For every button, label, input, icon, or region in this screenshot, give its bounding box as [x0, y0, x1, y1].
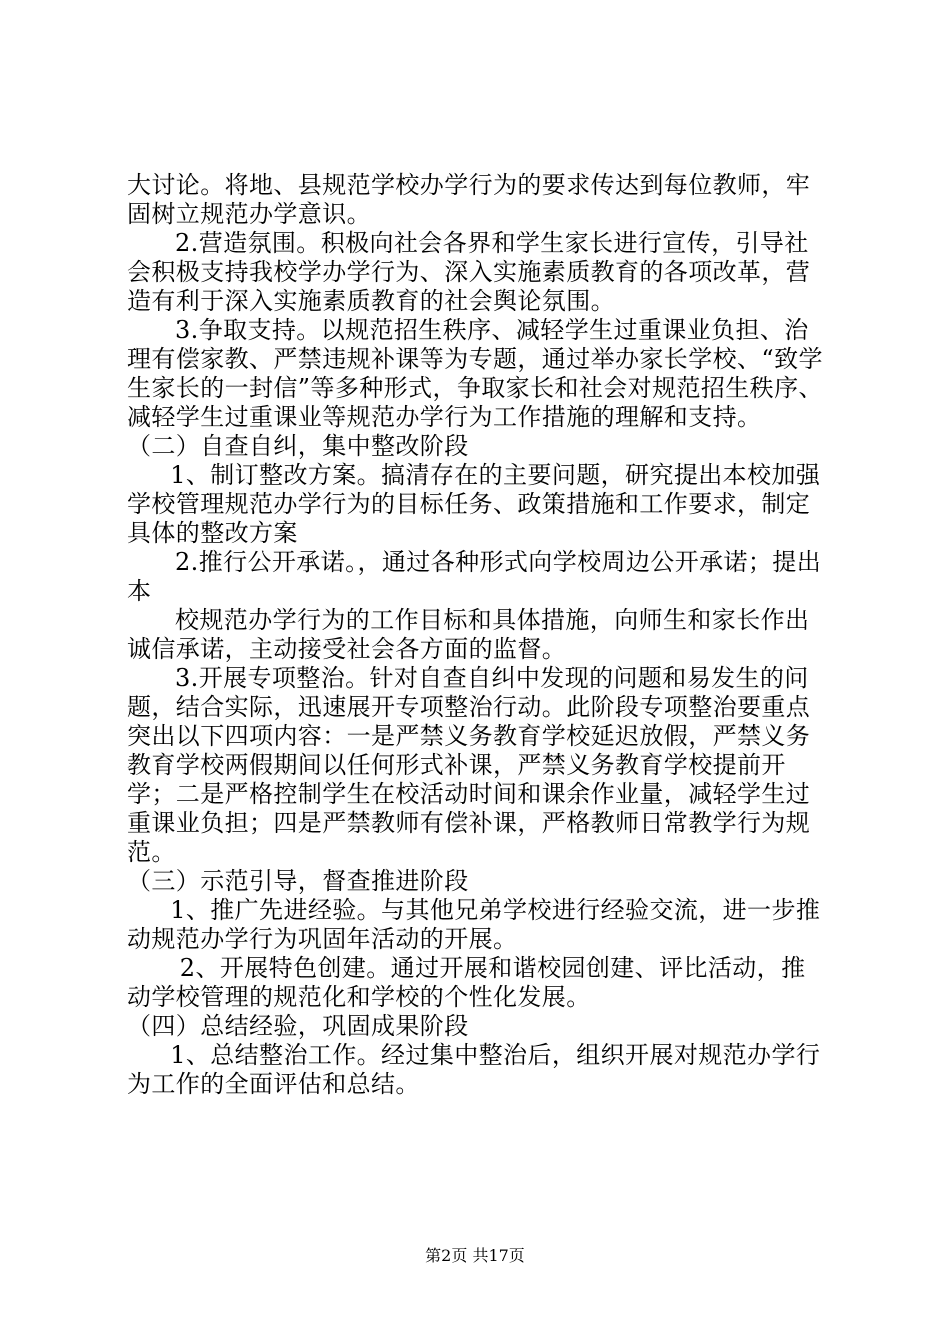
paragraph: 2.营造氛围。积极向社会各界和学生家长进行宣传，引导社会积极支持我校学办学行为、深入实施素质教育的各项改革，营造有利于深入实施素质教育的社会舆论氛围。	[127, 229, 811, 315]
paragraph: 3.争取支持。以规范招生秩序、减轻学生过重课业负担、治理有偿家教、严禁违规补课等为专题，通过举办家长学校、“致学生家长的一封信”等多种形式，争取家长和社会对规范招生秩序、减轻学生过重课业等规范办学行为工作措施的理解和支持。	[127, 316, 823, 431]
paragraph: 2、开展特色创建。通过开展和谐校园创建、评比活动，推动学校管理的规范化和学校的个性化发展。	[127, 954, 806, 1011]
paragraph: 1、推广先进经验。与其他兄弟学校进行经验交流，进一步推动规范办学行为巩固年活动的开展。	[127, 896, 821, 953]
paragraph: 1、制订整改方案。搞清存在的主要问题，研究提出本校加强学校管理规范办学行为的目标任务、政策措施和工作要求，制定具体的整改方案	[127, 461, 821, 547]
page-number-footer: 第2页 共17页	[425, 1246, 525, 1265]
paragraph: 3.开展专项整治。针对自查自纠中发现的问题和易发生的问题，结合实际，迅速展开专项整治行动。此阶段专项整治要重点突出以下四项内容：一是严禁义务教育学校延迟放假，严禁义务教育学校两假期间以任何形式补课，严禁义务教育学校提前开学；二是严格控制学生在校活动时间和课余作业量，减轻学生过重课业负担；四是严禁教师有偿补课，严格教师日常教学行为规范。	[127, 664, 811, 866]
paragraph: 2.推行公开承诺。，通过各种形式向学校周边公开承诺；提出本	[127, 548, 822, 605]
section-heading: （四）总结经验，巩固成果阶段	[127, 1012, 469, 1040]
paragraph: 大讨论。将地、县规范学校办学行为的要求传达到每位教师，牢固树立规范办学意识。	[127, 171, 811, 228]
paragraph: 1、总结整治工作。经过集中整治后，组织开展对规范办学行为工作的全面评估和总结。	[127, 1041, 821, 1098]
document-body	[127, 171, 827, 1099]
section-heading: （三）示范引导，督查推进阶段	[127, 867, 469, 895]
paragraph: 校规范办学行为的工作目标和具体措施，向师生和家长作出诚信承诺，主动接受社会各方面的监督。	[127, 606, 810, 663]
section-heading: （二）自查自纠，集中整改阶段	[127, 432, 469, 460]
